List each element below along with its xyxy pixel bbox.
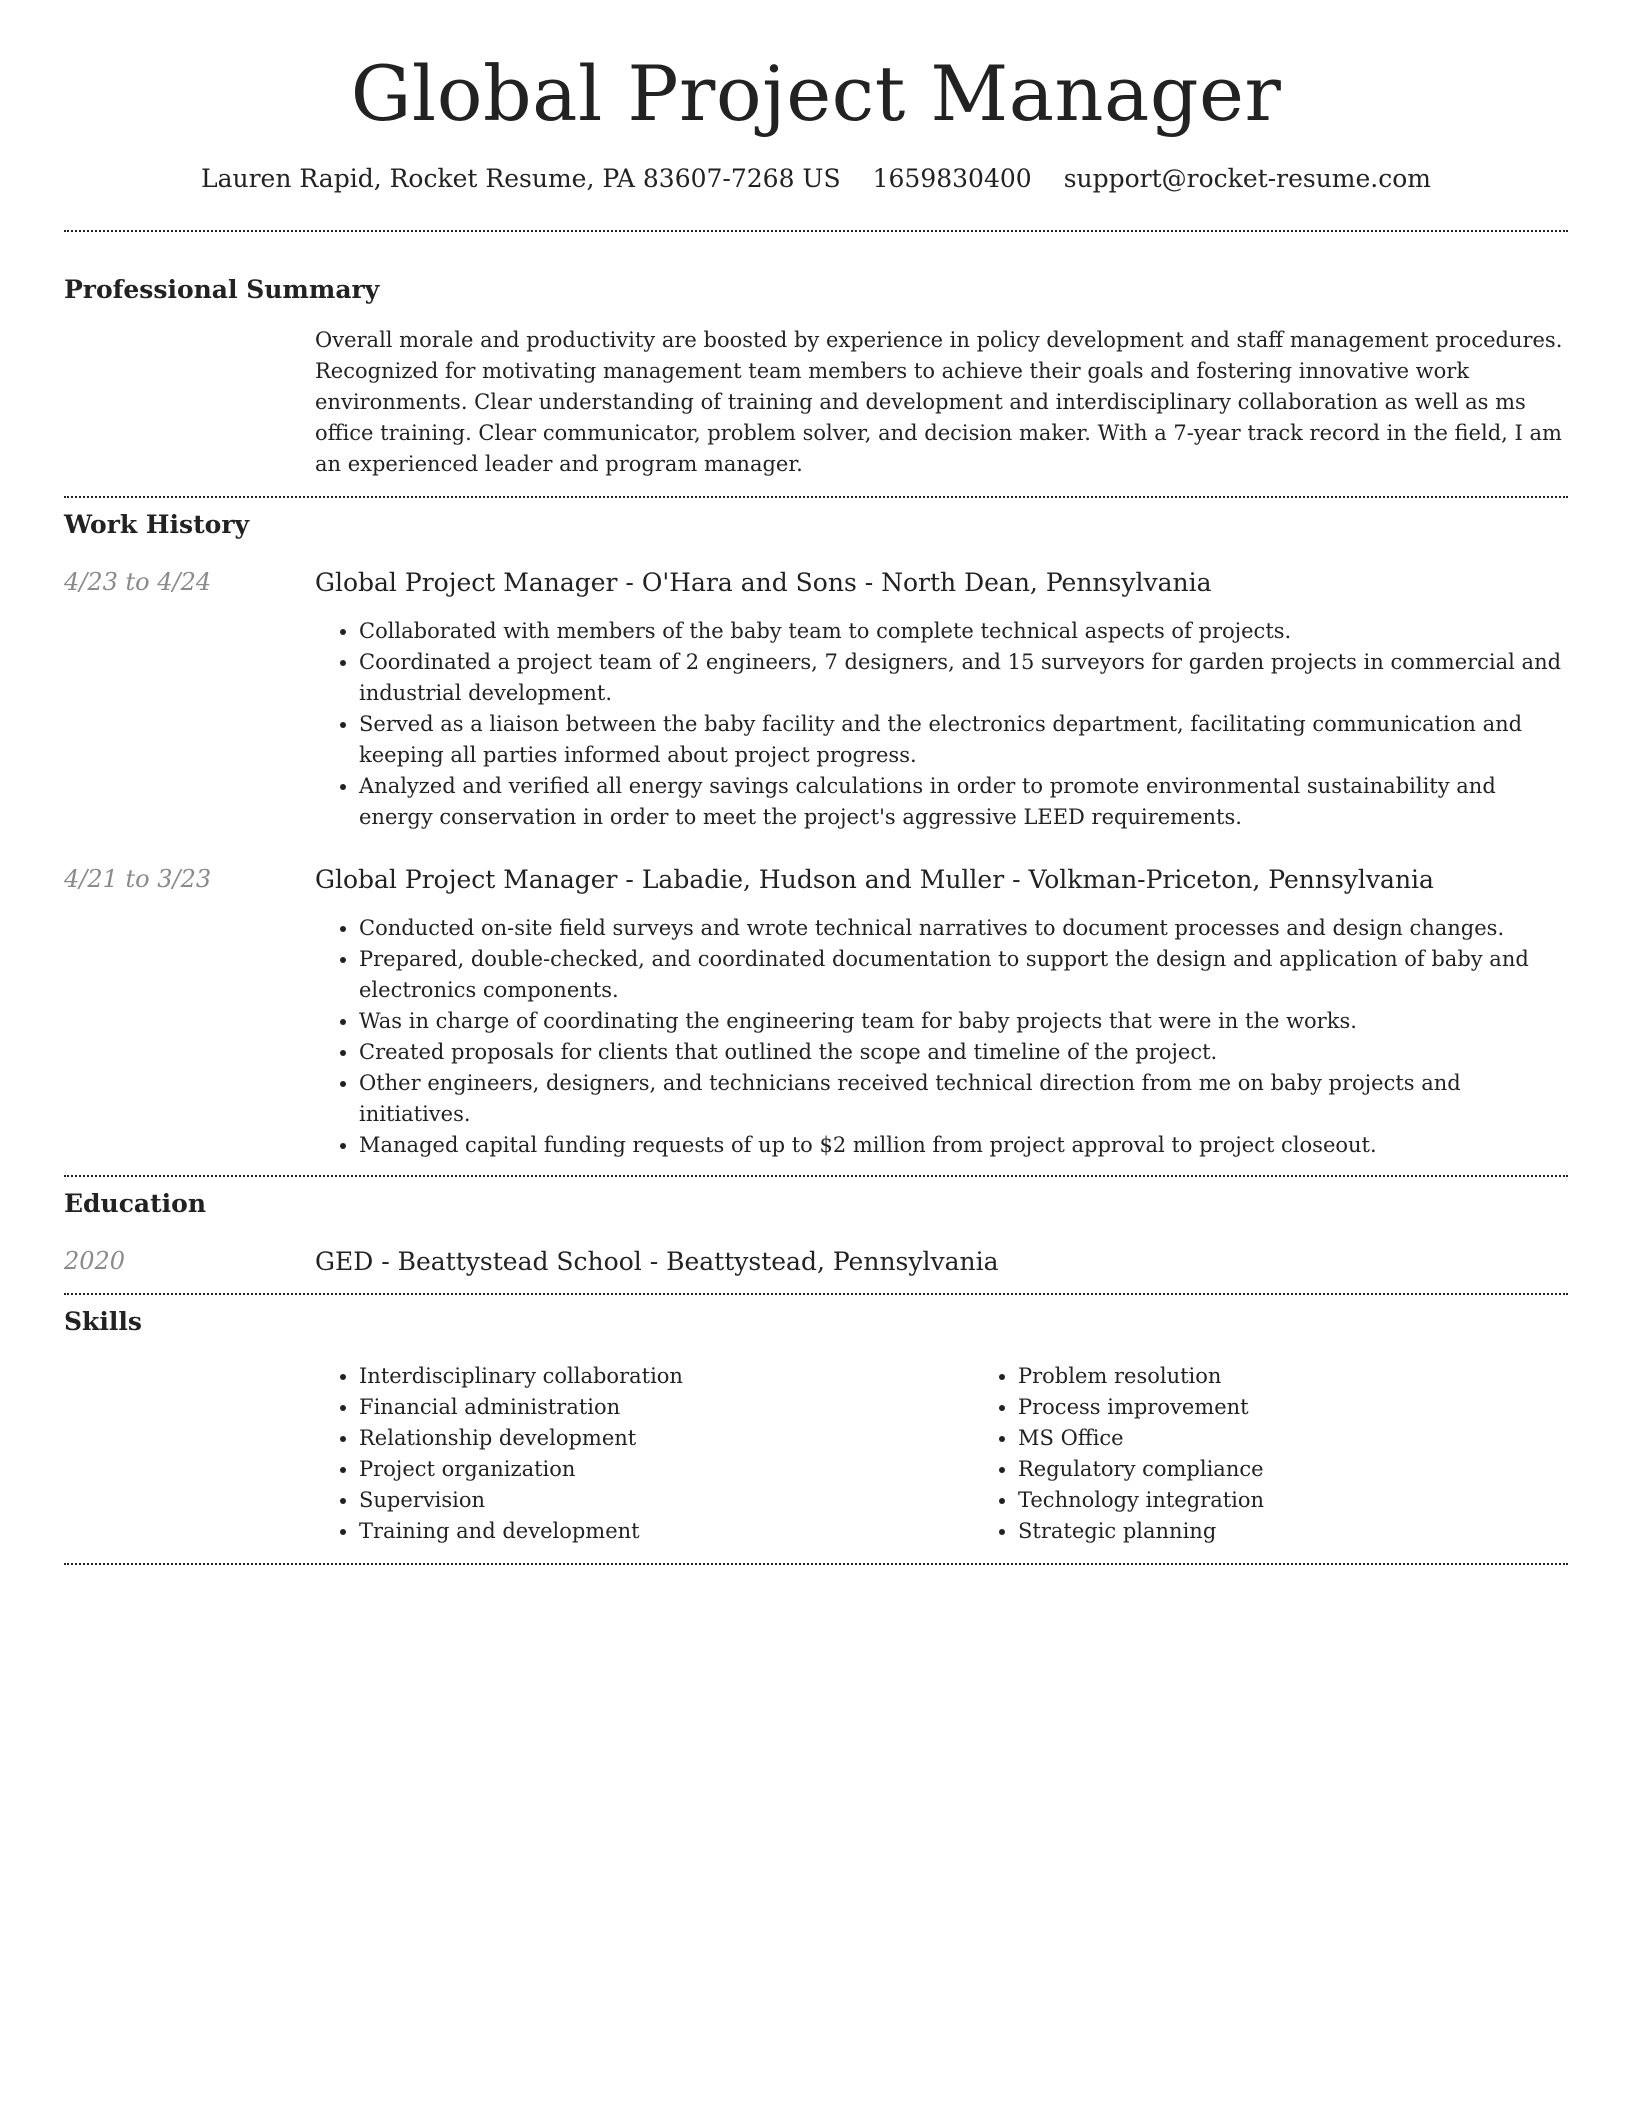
- divider-work: [64, 1175, 1568, 1177]
- list-item: • Collaborated with members of the baby team to complete technical aspects of projects.: [359, 616, 1568, 647]
- summary-text: Overall morale and productivity are boosted by experience in policy development and staff management procedures. Recognized for motivating management team members to achieve their goals and fostering innovative work environments. Clear understanding of training and development and interdisciplinary collaboration as well as ms office training. Clear communicator, problem solver, and decision maker. With a 7-year track record in the field, I am an experienced leader and program manager.: [315, 327, 1563, 476]
- list-item: • Financial administration: [359, 1392, 974, 1423]
- job-dates: 4/21 to 3/23: [64, 864, 212, 893]
- divider-summary: [64, 496, 1568, 498]
- job-title: Global Project Manager - O'Hara and Sons - North Dean, Pennsylvania: [315, 567, 1212, 597]
- education-heading: Education: [64, 1188, 207, 1218]
- contact-email: support@rocket-resume.com: [1063, 163, 1431, 193]
- list-item: • Training and development: [359, 1516, 974, 1547]
- job-bullets: [315, 616, 1568, 833]
- divider-header: [64, 230, 1568, 232]
- list-item: • Project organization: [359, 1454, 974, 1485]
- education-section: [64, 1189, 1568, 1277]
- job-bullets: [315, 913, 1568, 1161]
- divider-education: [64, 1293, 1568, 1295]
- job-entry: [64, 568, 1568, 833]
- list-item: • Analyzed and verified all energy savings calculations in order to promote environmental sustainability and energy conservation in order to meet the project's aggressive LEED requirements.: [359, 771, 1568, 833]
- list-item: • Created proposals for clients that outlined the scope and timeline of the project.: [359, 1037, 1568, 1068]
- education-entry: [64, 1247, 1568, 1277]
- job-entry: [64, 865, 1568, 1161]
- skills-section: [64, 1307, 1568, 1547]
- list-item: • Process improvement: [1018, 1392, 1632, 1423]
- education-year: 2020: [64, 1246, 126, 1275]
- divider-skills: [64, 1563, 1568, 1565]
- list-item: • Strategic planning: [1018, 1516, 1632, 1547]
- list-item: • Coordinated a project team of 2 engineers, 7 designers, and 15 surveyors for garden projects in commercial and industrial development.: [359, 647, 1568, 709]
- list-item: • Conducted on-site field surveys and wrote technical narratives to document processes and design changes.: [359, 913, 1568, 944]
- contact-line: [64, 164, 1568, 194]
- job-dates: 4/23 to 4/24: [64, 567, 212, 596]
- list-item: • Managed capital funding requests of up to $2 million from project approval to project closeout.: [359, 1130, 1568, 1161]
- resume-title: Global Project Manager: [350, 49, 1282, 138]
- list-item: • Regulatory compliance: [1018, 1454, 1632, 1485]
- list-item: • MS Office: [1018, 1423, 1632, 1454]
- summary-section: [64, 275, 1568, 480]
- skills-heading: Skills: [64, 1306, 142, 1336]
- list-item: • Technology integration: [1018, 1485, 1632, 1516]
- list-item: • Interdisciplinary collaboration: [359, 1361, 974, 1392]
- work-history-heading: Work History: [64, 509, 250, 539]
- contact-phone: 1659830400: [872, 163, 1032, 193]
- list-item: • Other engineers, designers, and technicians received technical direction from me on baby projects and initiatives.: [359, 1068, 1568, 1130]
- list-item: • Was in charge of coordinating the engineering team for baby projects that were in the works.: [359, 1006, 1568, 1037]
- skills-list-right: [974, 1361, 1632, 1547]
- contact-address: Lauren Rapid, Rocket Resume, PA 83607-7268 US: [201, 163, 841, 193]
- work-history-section: [64, 510, 1568, 1161]
- summary-heading: Professional Summary: [64, 274, 380, 304]
- job-title: Global Project Manager - Labadie, Hudson and Muller - Volkman-Priceton, Pennsylvania: [315, 864, 1434, 894]
- list-item: • Prepared, double-checked, and coordinated documentation to support the design and application of baby and electronics components.: [359, 944, 1568, 1006]
- list-item: • Supervision: [359, 1485, 974, 1516]
- skills-list-left: [315, 1361, 974, 1547]
- skills-grid: [315, 1361, 1632, 1547]
- list-item: • Problem resolution: [1018, 1361, 1632, 1392]
- list-item: • Relationship development: [359, 1423, 974, 1454]
- education-text: GED - Beattystead School - Beattystead, Pennsylvania: [315, 1246, 999, 1276]
- list-item: • Served as a liaison between the baby facility and the electronics department, facilitating communication and keeping all parties informed about project progress.: [359, 709, 1568, 771]
